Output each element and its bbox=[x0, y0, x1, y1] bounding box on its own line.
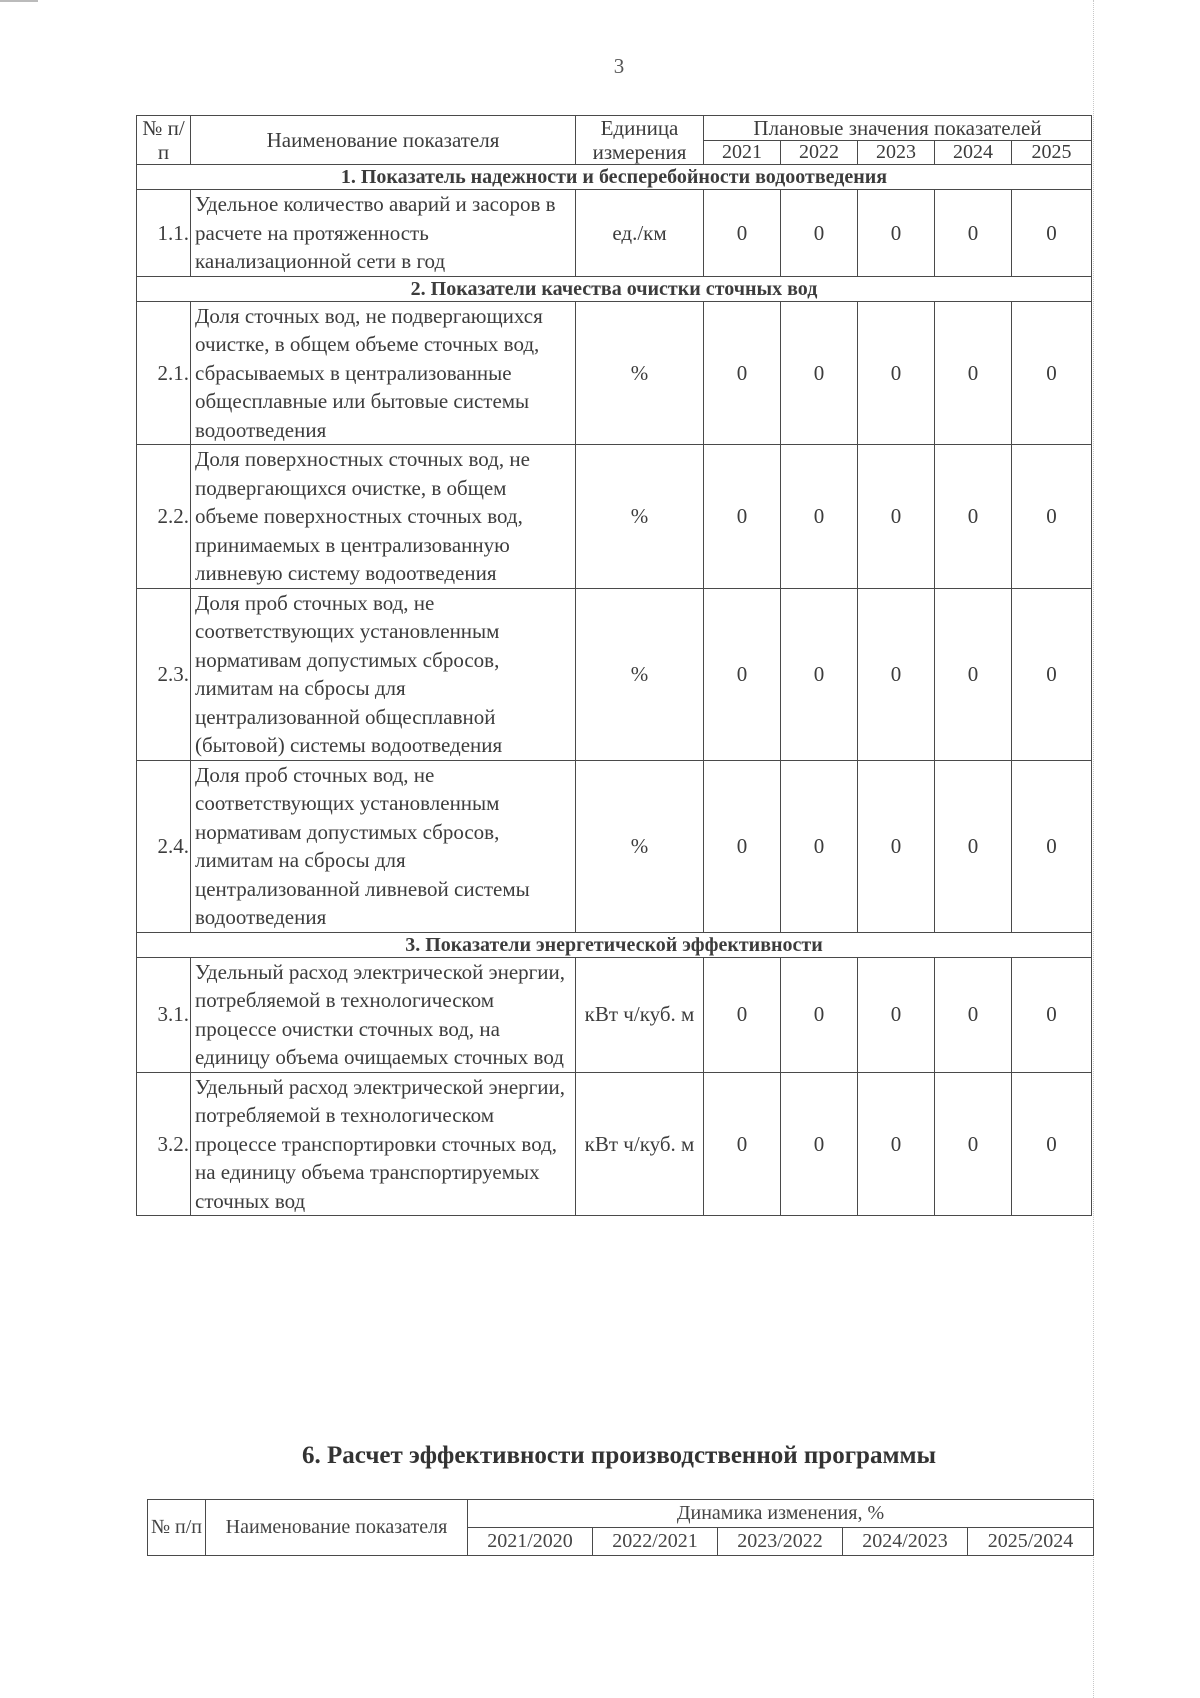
row-unit: ед./км bbox=[576, 190, 704, 277]
page-number: 3 bbox=[613, 54, 625, 78]
section-heading: 6. Расчет эффективности производственной программы bbox=[301, 1442, 937, 1469]
table-row bbox=[137, 301, 1092, 445]
row-value: 0 bbox=[935, 301, 1012, 445]
row-value: 0 bbox=[935, 445, 1012, 589]
row-value: 0 bbox=[781, 760, 858, 932]
row-value: 0 bbox=[781, 301, 858, 445]
row-number: 3.1. bbox=[137, 957, 191, 1072]
table-row bbox=[137, 588, 1092, 760]
row-indicator-name: Доля поверхностных сточных вод, не подвергающихся очистке, в общем объеме поверхностных сточных вод, принимаемых в централизованную ливневую систему водоотведения bbox=[191, 445, 576, 589]
header-planned-values: Плановые значения показателей bbox=[704, 116, 1092, 141]
row-value: 0 bbox=[704, 301, 781, 445]
table-header-row bbox=[137, 116, 1092, 141]
section-row bbox=[137, 165, 1092, 190]
header-name: Наименование показателя bbox=[191, 116, 576, 165]
table-row bbox=[137, 957, 1092, 1072]
row-indicator-name: Доля сточных вод, не подвергающихся очистке, в общем объеме сточных вод, сбрасываемых в централизованные общесплавные или бытовые системы водоотведения bbox=[191, 301, 576, 445]
row-value: 0 bbox=[781, 957, 858, 1072]
row-value: 0 bbox=[704, 1072, 781, 1216]
row-value: 0 bbox=[781, 190, 858, 277]
row-value: 0 bbox=[1012, 190, 1092, 277]
header-no: № п/п bbox=[137, 116, 191, 165]
header-period: 2021/2020 bbox=[468, 1528, 593, 1556]
row-value: 0 bbox=[781, 588, 858, 760]
row-value: 0 bbox=[1012, 1072, 1092, 1216]
row-value: 0 bbox=[781, 1072, 858, 1216]
row-unit: % bbox=[576, 588, 704, 760]
row-unit: % bbox=[576, 301, 704, 445]
row-number: 3.2. bbox=[137, 1072, 191, 1216]
row-value: 0 bbox=[858, 588, 935, 760]
section-title: 2. Показатели качества очистки сточных вод bbox=[137, 276, 1092, 301]
row-value: 0 bbox=[1012, 588, 1092, 760]
scan-edge-mark bbox=[0, 0, 38, 2]
row-value: 0 bbox=[858, 760, 935, 932]
row-value: 0 bbox=[704, 445, 781, 589]
section-title: 3. Показатели энергетической эффективности bbox=[137, 932, 1092, 957]
table-header-row bbox=[148, 1500, 1094, 1528]
header-period: 2023/2022 bbox=[718, 1528, 843, 1556]
row-value: 0 bbox=[704, 760, 781, 932]
row-value: 0 bbox=[1012, 445, 1092, 589]
indicators-table bbox=[136, 115, 1092, 1216]
row-unit: кВт ч/куб. м bbox=[576, 957, 704, 1072]
header-year: 2024 bbox=[935, 141, 1012, 165]
row-value: 0 bbox=[858, 957, 935, 1072]
row-indicator-name: Доля проб сточных вод, не соответствующих установленным нормативам допустимых сбросов, лимитам на сбросы для централизованной общесплавной (бытовой) системы водоотведения bbox=[191, 588, 576, 760]
row-number: 2.1. bbox=[137, 301, 191, 445]
row-number: 2.3. bbox=[137, 588, 191, 760]
row-value: 0 bbox=[704, 190, 781, 277]
header-period: 2022/2021 bbox=[593, 1528, 718, 1556]
header-unit: Единица измерения bbox=[576, 116, 704, 165]
table-row bbox=[137, 190, 1092, 277]
header-year: 2022 bbox=[781, 141, 858, 165]
row-value: 0 bbox=[1012, 760, 1092, 932]
row-unit: % bbox=[576, 445, 704, 589]
header-year: 2025 bbox=[1012, 141, 1092, 165]
table-row bbox=[137, 760, 1092, 932]
row-value: 0 bbox=[858, 445, 935, 589]
row-value: 0 bbox=[935, 957, 1012, 1072]
row-value: 0 bbox=[935, 588, 1012, 760]
section-title: 1. Показатель надежности и бесперебойности водоотведения bbox=[137, 165, 1092, 190]
header-name: Наименование показателя bbox=[206, 1500, 468, 1556]
row-indicator-name: Удельное количество аварий и засоров в расчете на протяженность канализационной сети в год bbox=[191, 190, 576, 277]
section-row bbox=[137, 276, 1092, 301]
row-indicator-name: Доля проб сточных вод, не соответствующих установленным нормативам допустимых сбросов, лимитам на сбросы для централизованной ливневой системы водоотведения bbox=[191, 760, 576, 932]
row-value: 0 bbox=[704, 957, 781, 1072]
row-value: 0 bbox=[935, 760, 1012, 932]
table-row bbox=[137, 445, 1092, 589]
row-value: 0 bbox=[858, 1072, 935, 1216]
row-value: 0 bbox=[858, 301, 935, 445]
header-no: № п/п bbox=[148, 1500, 206, 1556]
table-row bbox=[137, 1072, 1092, 1216]
row-value: 0 bbox=[781, 445, 858, 589]
row-indicator-name: Удельный расход электрической энергии, потребляемой в технологическом процессе транспортировки сточных вод, на единицу объема транспортируемых сточных вод bbox=[191, 1072, 576, 1216]
row-value: 0 bbox=[935, 1072, 1012, 1216]
row-value: 0 bbox=[858, 190, 935, 277]
header-dynamics: Динамика изменения, % bbox=[468, 1500, 1094, 1528]
header-year: 2021 bbox=[704, 141, 781, 165]
header-period: 2025/2024 bbox=[968, 1528, 1094, 1556]
row-number: 2.4. bbox=[137, 760, 191, 932]
row-number: 1.1. bbox=[137, 190, 191, 277]
row-value: 0 bbox=[704, 588, 781, 760]
row-unit: кВт ч/куб. м bbox=[576, 1072, 704, 1216]
section-row bbox=[137, 932, 1092, 957]
row-value: 0 bbox=[1012, 957, 1092, 1072]
row-value: 0 bbox=[1012, 301, 1092, 445]
row-number: 2.2. bbox=[137, 445, 191, 589]
row-value: 0 bbox=[935, 190, 1012, 277]
header-period: 2024/2023 bbox=[843, 1528, 968, 1556]
efficiency-table bbox=[147, 1499, 1094, 1556]
row-unit: % bbox=[576, 760, 704, 932]
row-indicator-name: Удельный расход электрической энергии, потребляемой в технологическом процессе очистки сточных вод, на единицу объема очищаемых сточных вод bbox=[191, 957, 576, 1072]
header-year: 2023 bbox=[858, 141, 935, 165]
